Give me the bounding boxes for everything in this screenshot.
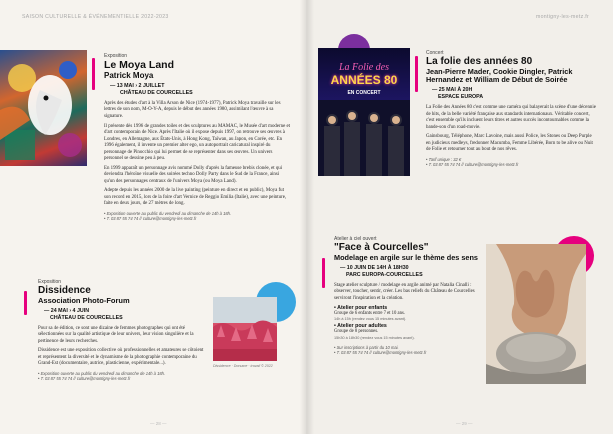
atelier-article xyxy=(334,236,482,356)
atelier-adults-time: 15h30 à 18h30 (rendez vous 15 minutes avant). xyxy=(334,335,415,340)
moya-paragraph-1: Après des études d'art à la Villa Arson de Nice (1974-1977), Patrick Moya travaille sur les lettres de son nom, M-O-Y-A, depuis le début des années 1980, assimilant l'œuvre à sa signature. xyxy=(104,100,281,119)
clay-photo xyxy=(486,244,586,384)
folie-paragraph-2: Gainsbourg, Téléphone, Marc Lavoine, mais aussi Police, les Stones ou Deep Purple en judicieux medleys, fredonner Macumba, Femme Libérée, Born to be alive ou Nuit de Folie et retourner tout au bout de nos rêves. xyxy=(426,134,593,153)
footer-left-page: — 28 — xyxy=(150,421,167,426)
folie-info-contact: • T. 03 87 55 74 74 // culture@montigny-les-metz.fr xyxy=(426,162,519,168)
dissidence-venue: CHÂTEAU DE COURCELLES xyxy=(50,315,123,321)
folie-venue: ESPACE EUROPA xyxy=(438,94,484,101)
folie-title: La folie des années 80 xyxy=(426,56,533,67)
folie-article xyxy=(426,50,596,168)
moya-title: Le Moya Land xyxy=(104,59,175,71)
moya-artwork xyxy=(0,50,87,166)
atelier-info-contact: • T. 03 87 55 74 74 // culture@montigny-les-metz.fr xyxy=(334,350,427,356)
atelier-adults-text: Groupe de 8 personnes. xyxy=(334,329,379,335)
moya-info-hours: • Exposition ouverte au public du vendredi au dimanche de 14h à 18h. xyxy=(104,210,232,216)
dissidence-paragraph-2: Dissidence est une exposition collective où professionnelles et amateures se côtoient et représentent la diversité et le dynamisme de la photographie contemporaine du Grand-Est (documentaire, autrice, plasticienne, expérimentale...). xyxy=(38,348,204,367)
dissidence-photo-caption: Dissidence · Dorsane · travail © 2022 xyxy=(213,364,273,368)
moya-accent-bar xyxy=(92,58,95,90)
folie-artists: Jean-Pierre Mader, Cookie Dingler, Patrick Hernandez et William de Début de Soirée xyxy=(426,66,573,84)
atelier-adults-title: • Atelier pour adultes xyxy=(334,323,387,330)
moya-category: Exposition xyxy=(104,53,128,59)
dissidence-category: Exposition xyxy=(38,279,62,285)
atelier-accent-bar xyxy=(322,258,325,288)
moya-venue: CHÂTEAU DE COURCELLES xyxy=(120,90,193,97)
moya-dates: — 13 MAI › 2 JUILLET xyxy=(110,83,165,90)
dissidence-forest-image xyxy=(213,297,277,361)
dissidence-info-hours: • Exposition ouverte au public du vendredi au dimanche de 14h à 18h. xyxy=(38,370,166,376)
poster-line-1: La Folie des xyxy=(339,62,389,73)
folie-paragraph-1: La Folie des Années 80 c'est comme une caméra qui balayerait la scène d'une décennie de hits, de la belle variété française aux standards internationaux. Véritable concert, c'est ensemble qu'ils incluent leurs titres et autres succès incontournables comme la bande-son d'un road-movie. xyxy=(426,105,596,130)
left-page xyxy=(0,0,306,434)
atelier-subtitle: Modelage en argile sur le thème des sens xyxy=(334,252,478,262)
dissidence-info-contact: • T. 03 87 55 74 74 // culture@montigny-les-metz.fr xyxy=(38,376,131,382)
header-left: SAISON CULTURELLE & ÉVÉNEMENTIELLE 2022-2023 xyxy=(22,14,169,20)
atelier-paragraph-1: Stage atelier sculpture / modelage en argile animé par Natalia Cinalli : observer, toucher, sentir, créer. Les bas reliefs du Château de Courcelles serviront l'inspiration et la création. xyxy=(334,282,475,301)
atelier-kids-time: 14h à 15h (rendez vous 15 minutes avant). xyxy=(334,317,407,322)
folie-poster xyxy=(318,48,410,176)
header-right: montigny-les-metz.fr xyxy=(536,14,589,20)
folie-dates: — 25 MAI À 20H xyxy=(432,87,473,94)
atelier-dates: — 10 JUIN DE 14H À 18H30 xyxy=(340,264,409,271)
atelier-venue: PARC EUROPA-COURCELLES xyxy=(346,271,423,278)
footer-right-page: — 29 — xyxy=(456,421,473,426)
book-gutter xyxy=(300,0,314,434)
atelier-kids-title: • Atelier pour enfants xyxy=(334,305,388,312)
atelier-info-registration: • Sur inscriptions à partir du 10 mai. xyxy=(334,344,399,350)
moya-article xyxy=(104,53,290,222)
moya-info-contact: • T. 03 87 55 74 74 // culture@montigny-les-metz.fr xyxy=(104,216,197,222)
folie-category: Concert xyxy=(426,50,444,56)
dissidence-photo xyxy=(213,297,277,361)
atelier-category: Atelier à ciel ouvert xyxy=(334,236,377,242)
atelier-kids-text: Groupe de 6 enfants entre 7 et 10 ans. xyxy=(334,311,405,317)
dissidence-article xyxy=(38,279,206,382)
moya-painting xyxy=(0,50,87,166)
moya-paragraph-3: En 1999 apparaît un personnage avis nommé Dolly d'après la fameuse brebis clonée, et qui deviendra l'héroïne visuelle des soirées techno Dolly Party dans le Sud de la France, ainsi qu'un des personnages centraux de l'univers Moya (ou Moya Land). xyxy=(104,165,283,184)
dissidence-accent-bar xyxy=(24,291,27,315)
atelier-title: "Face à Courcelles" xyxy=(334,242,429,253)
clay-hands-image xyxy=(486,244,586,384)
poster-singers xyxy=(318,100,410,176)
poster-line-2: ANNÉES 80 xyxy=(330,73,398,87)
moya-paragraph-4: Adepte depuis les années 2000 de la live painting (peinture en direct et en public), Moya fut son record en 2015, lors de la foire d'art Vernice de Reggio Emilia (Italie), avec une peinture, faite en deux jours, de 27 mètres de long. xyxy=(104,188,287,207)
moya-paragraph-2: Il présente dès 1996 de grandes toiles et des sculptures au MAMAC, le Musée d'art moderne et d'art contemporain de Nice. Après l'Italie où il expose depuis 1997, on retrouve ses œuvres à Londres, en Allemagne, aux États-Unis, à Hong Kong, Taïwan, au Japon, en Corée, etc. En 1996 également, il invente un premier alter ego, un autoportrait caricatural inspiré du personnage de Pinocchio qui lui permet de se représenter dans ses œuvres. Un univers personnel se dessine peu à peu. xyxy=(104,123,290,162)
poster-line-3: EN CONCERT xyxy=(347,90,381,96)
moya-artist: Patrick Moya xyxy=(104,71,154,81)
right-page xyxy=(306,0,613,434)
folie-info-price: • Tarif unique : 32 € xyxy=(426,156,462,162)
dissidence-paragraph-1: Pour sa 4e édition, ce sont une dizaine de femmes photographes qui ont été sélectionnées sur la qualité artistique de leur univers, leur vision singulière et la pertinence de leurs recherches. xyxy=(38,325,194,344)
dissidence-org: Association Photo-Forum xyxy=(38,295,130,305)
dissidence-title: Dissidence xyxy=(38,285,91,296)
folie-accent-bar xyxy=(415,56,418,92)
dissidence-dates: — 24 MAI › 4 JUIN xyxy=(44,308,90,315)
